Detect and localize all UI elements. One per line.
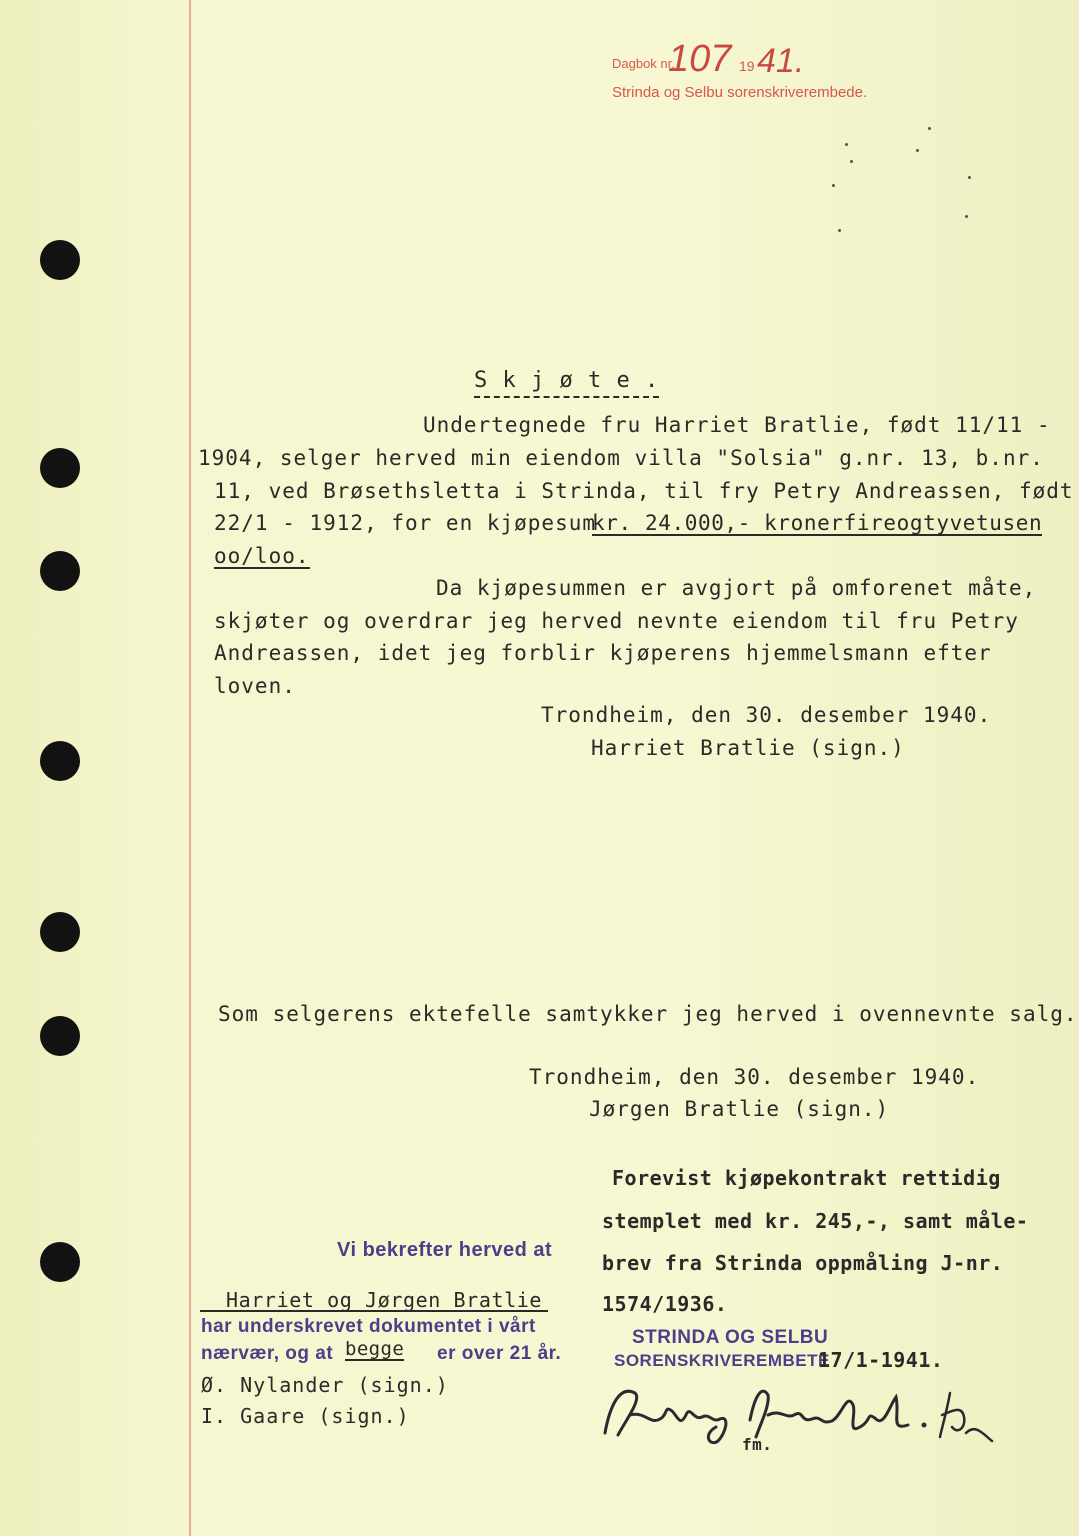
witness-signature-1: Ø. Nylander (sign.) [201,1373,449,1397]
dagbok-label: Dagbok nr. [612,56,675,71]
margin-line [189,0,191,1536]
clerk-suffix: fm. [742,1435,773,1454]
deed-line: Undertegnede fru Harriet Bratlie, født 11/11 - [423,413,1051,437]
deed-signature: Harriet Bratlie (sign.) [591,736,905,760]
consent-signature: Jørgen Bratlie (sign.) [589,1097,890,1121]
deed-line: Da kjøpesummen er avgjort på omforenet måte, [436,576,1037,600]
witness-names: Harriet og Jørgen Bratlie [200,1290,548,1312]
deed-line: 11, ved Brøsethsletta i Strinda, til fry Petry Andreassen, født [214,479,1074,503]
deed-line: skjøter og overdrar jeg herved nevnte eiendom til fru Petry [214,609,1019,633]
punch-hole [40,1242,80,1282]
witness-signature-2: I. Gaare (sign.) [201,1404,410,1428]
office-stamp-header: Strinda og Selbu sorenskriverembede. [612,84,868,101]
consent-place-date: Trondheim, den 30. desember 1940. [529,1065,980,1089]
clerk-signature [590,1375,1000,1450]
deed-line: Andreassen, idet jeg forblir kjøperens hjemmelsmann efter [214,641,992,665]
deed-line: oo/loo. [214,544,310,568]
witness-line-3a: nærvær, og at [201,1343,334,1364]
registration-date: 17/1-1941. [818,1348,944,1372]
dagbok-number: 107 [668,38,732,80]
year-prefix: 19 [739,58,755,74]
witness-line-2: har underskrevet dokumentet i vårt [201,1316,536,1337]
punch-hole [40,1016,80,1056]
registration-line: brev fra Strinda oppmåling J-nr. [602,1251,1004,1275]
registration-line: stemplet med kr. 245,-, samt måle- [602,1209,1029,1233]
consent-text: Som selgerens ektefelle samtykker jeg herved i ovennevnte salg. [218,1002,1078,1026]
office-stamp-line-2: SORENSKRIVEREMBETE [614,1351,830,1370]
punch-hole [40,448,80,488]
deed-line: 22/1 - 1912, for en kjøpesum [214,511,597,535]
deed-price: kr. 24.000,- kronerfireogtyvetusen [592,511,1043,535]
witness-intro: Vi bekrefter herved at [337,1239,553,1261]
office-stamp-line-1: STRINDA OG SELBU [632,1327,829,1348]
witness-line-3b: begge [345,1338,405,1360]
punch-hole [40,912,80,952]
year-suffix: 41. [757,42,805,80]
deed-line: loven. [214,674,296,698]
deed-title: S k j ø t e . [474,370,659,398]
punch-hole [40,741,80,781]
punch-hole [40,551,80,591]
witness-line-3c: er over 21 år. [437,1343,562,1364]
deed-place-date: Trondheim, den 30. desember 1940. [541,703,992,727]
registration-line: Forevist kjøpekontrakt rettidig [612,1166,1001,1190]
registration-line: 1574/1936. [602,1292,728,1316]
punch-hole [40,240,80,280]
deed-line: 1904, selger herved min eiendom villa "Solsia" g.nr. 13, b.nr. [198,446,1044,470]
